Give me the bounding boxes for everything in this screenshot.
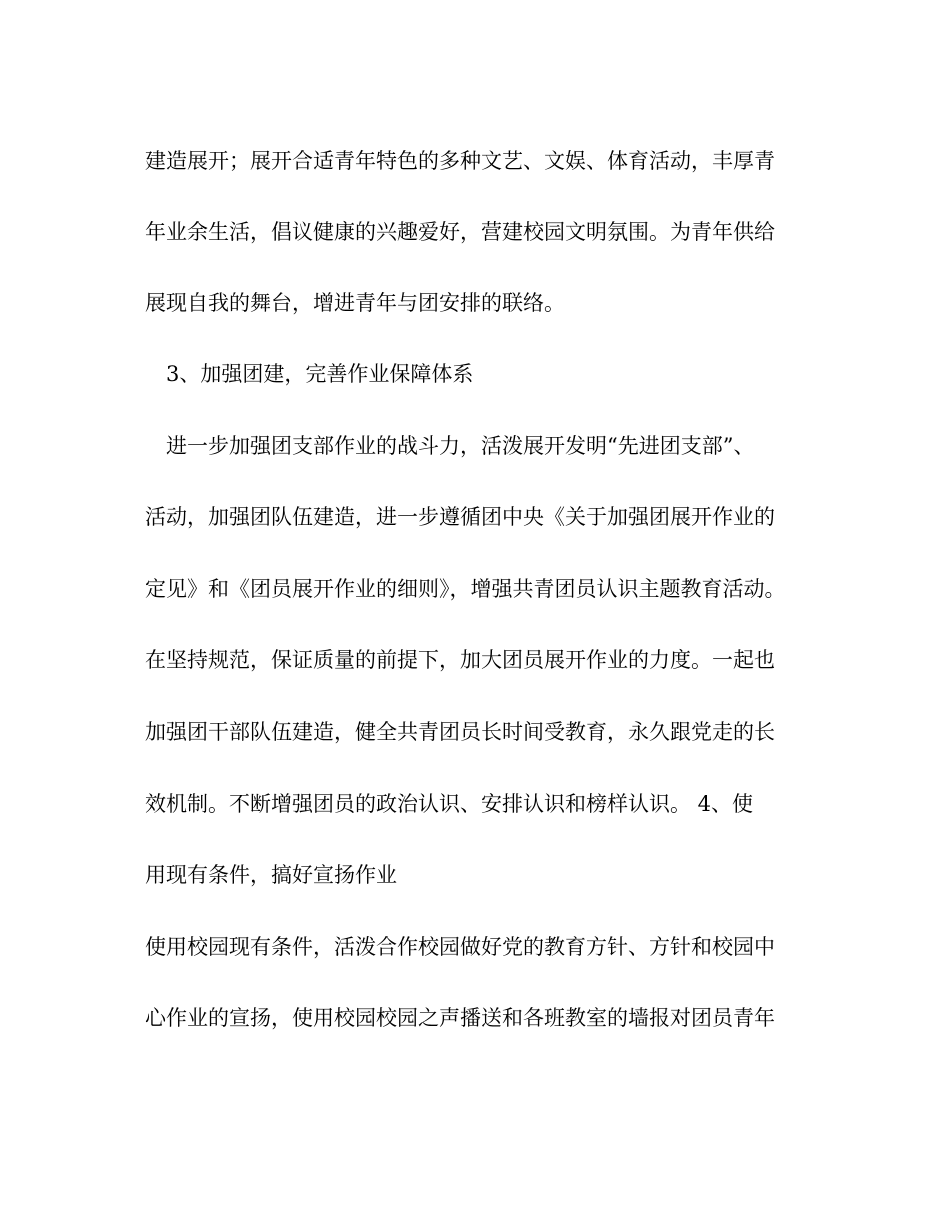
paragraph-line: 进一步加强团支部作业的战斗力，活泼展开发明“先进团支部”、 [166, 434, 755, 458]
paragraph-line: 定见》和《团员展开作业的细则》，增强共青团员认识主题教育活动。 [145, 577, 786, 601]
paragraph-line: 年业余生活，倡议健康的兴趣爱好，营建校园文明氛围。为青年供给 [145, 220, 775, 244]
paragraph-line: 活动，加强团队伍建造，进一步遵循团中央《关于加强团展开作业的 [145, 505, 775, 529]
paragraph-line: 使用校园现有条件，活泼合作校园做好党的教育方针、方针和校园中 [145, 935, 775, 959]
paragraph-line: 加强团干部队伍建造，健全共青团员长时间受教育，永久跟党走的长 [145, 720, 775, 744]
paragraph-line: 心作业的宣扬，使用校园校园之声播送和各班教室的墙报对团员青年 [145, 1006, 775, 1030]
paragraph-line: 在坚持规范，保证质量的前提下，加大团员展开作业的力度。一起也 [145, 648, 775, 672]
paragraph-line: 建造展开；展开合适青年特色的多种文艺、文娱、体育活动，丰厚青 [145, 149, 775, 173]
paragraph-line: 效机制。不断增强团员的政治认识、安排认识和榜样认识。 4、使 [145, 792, 754, 816]
section-heading: 用现有条件，搞好宣扬作业 [145, 863, 397, 887]
section-heading: 3、加强团建，完善作业保障体系 [166, 362, 474, 386]
paragraph-line: 展现自我的舞台，增进青年与团安排的联络。 [145, 291, 565, 315]
